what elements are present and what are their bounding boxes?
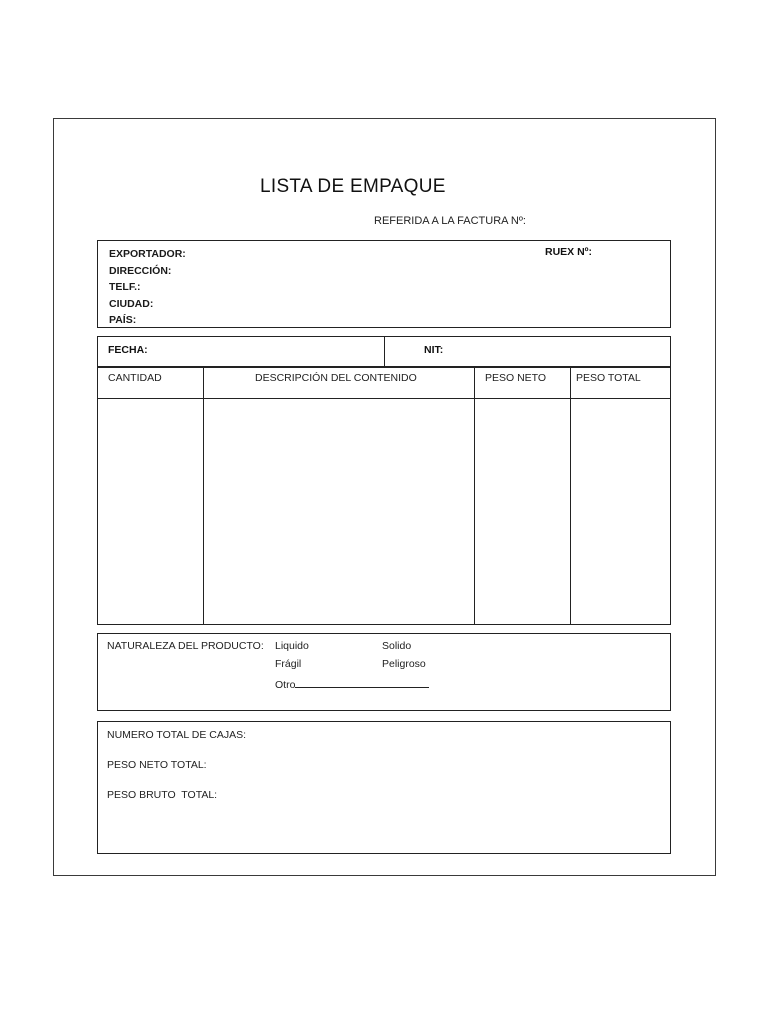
column-header-quantity: CANTIDAD — [108, 372, 162, 384]
other-blank-line — [295, 677, 429, 688]
country-label: PAÍS: — [109, 314, 137, 326]
date-label: FECHA: — [108, 344, 148, 356]
totals-section — [97, 721, 671, 854]
column-header-total-weight: PESO TOTAL — [576, 372, 641, 384]
option-other — [275, 677, 429, 691]
phone-label: TELF.: — [109, 281, 141, 293]
option-dangerous: Peligroso — [382, 658, 426, 670]
option-fragile: Frágil — [275, 658, 302, 670]
total-boxes-label: NUMERO TOTAL DE CAJAS: — [107, 729, 247, 741]
option-liquid: Liquido — [275, 640, 309, 652]
total-net-weight-label: PESO NETO TOTAL: — [107, 759, 207, 771]
option-other-label: Otro — [275, 679, 296, 691]
invoice-reference: REFERIDA A LA FACTURA Nº: — [374, 215, 526, 227]
option-solid: Solido — [382, 640, 412, 652]
form-title: LISTA DE EMPAQUE — [260, 176, 446, 197]
total-gross-weight-label: PESO BRUTO TOTAL: — [107, 789, 218, 801]
ruex-label: RUEX Nº: — [545, 246, 593, 258]
table-header-divider — [98, 398, 670, 399]
product-nature-label: NATURALEZA DEL PRODUCTO: — [107, 640, 264, 652]
nit-label: NIT: — [424, 344, 444, 356]
exporter-section — [97, 240, 671, 328]
address-label: DIRECCIÓN: — [109, 264, 172, 277]
product-nature-section — [97, 633, 671, 711]
date-nit-divider — [384, 337, 385, 367]
column-header-net-weight: PESO NETO — [485, 372, 547, 384]
date-nit-row — [97, 336, 671, 368]
contents-table — [97, 366, 671, 625]
exporter-fields — [109, 246, 186, 329]
column-divider — [570, 367, 571, 624]
column-header-description: DESCRIPCIÓN DEL CONTENIDO — [255, 372, 417, 384]
city-label: CIUDAD: — [109, 297, 154, 310]
column-divider — [203, 367, 204, 624]
exporter-label: EXPORTADOR: — [109, 248, 186, 260]
column-divider — [474, 367, 475, 624]
